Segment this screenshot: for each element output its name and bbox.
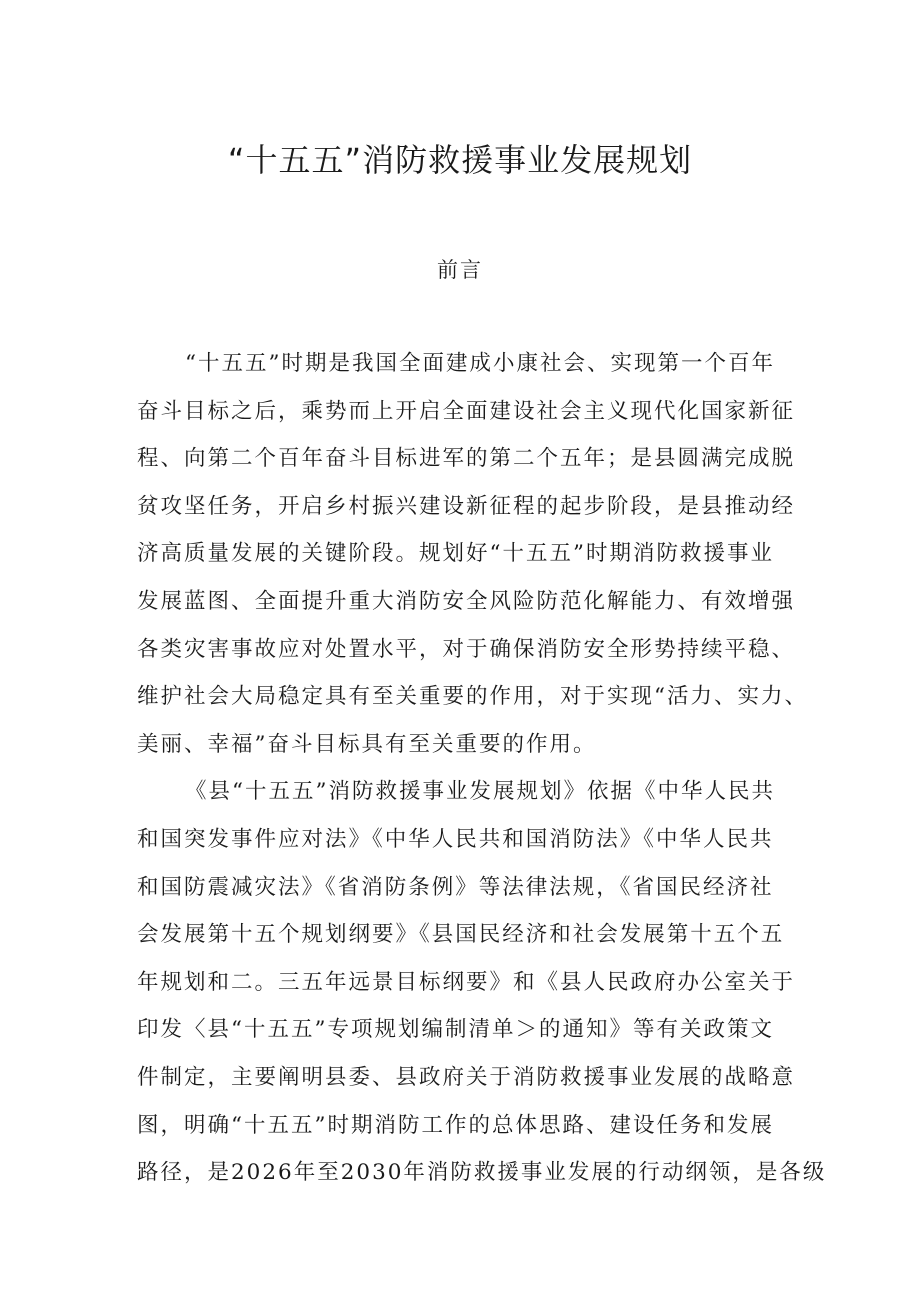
paragraph-line: 维护社会大局稳定具有至关重要的作用，对于实现“活力、实力、 [137, 684, 808, 710]
paragraph-1 [137, 340, 808, 768]
paragraph-line: 济高质量发展的关键阶段。规划好“十五五”时期消防救援事业 [137, 541, 774, 567]
paragraph-line: 各类灾害事故应对处置水平，对于确保消防安全形势持续平稳、 [137, 636, 796, 662]
paragraph-line: 程、向第二个百年奋斗目标进军的第二个五年；是县圆满完成脱 [137, 446, 796, 472]
paragraph-line: 图，明确“十五五”时期消防工作的总体思路、建设任务和发展 [137, 1112, 774, 1138]
document-body [137, 340, 827, 1197]
paragraph-line: 年规划和二。三五年远景目标纲要》和《县人民政府办公室关于 [137, 969, 796, 995]
paragraph-line: 《县“十五五”消防救援事业发展规划》依据《中华人民共 [185, 779, 775, 805]
paragraph-line: 奋斗目标之后，乘势而上开启全面建设社会主义现代化国家新征 [137, 398, 796, 424]
paragraph-line: 美丽、幸福”奋斗目标具有至关重要的作用。 [137, 731, 597, 757]
paragraph-line: 发展蓝图、全面提升重大消防安全风险防范化解能力、有效增强 [137, 588, 796, 614]
paragraph-2 [137, 768, 827, 1196]
paragraph-line: 路径，是2026年至2030年消防救援事业发展的行动纲领，是各级 [137, 1160, 827, 1186]
document-title: “十五五”消防救援事业发展规划 [227, 141, 693, 179]
paragraph-line: 和国突发事件应对法》《中华人民共和国消防法》《中华人民共 [137, 826, 774, 852]
paragraph-line: “十五五”时期是我国全面建成小康社会、实现第一个百年 [185, 351, 775, 376]
paragraph-line: 印发〈县“十五五”专项规划编制清单＞的通知》等有关政策文 [137, 1017, 774, 1043]
paragraph-line: 件制定，主要阐明县委、县政府关于消防救援事业发展的战略意 [137, 1064, 796, 1090]
section-heading-preface: 前言 [437, 258, 483, 282]
paragraph-line: 和国防震减灾法》《省消防条例》等法律法规，《省国民经济社 [137, 874, 774, 900]
paragraph-line: 贫攻坚任务，开启乡村振兴建设新征程的起步阶段，是县推动经 [137, 493, 796, 519]
paragraph-line: 会发展第十五个规划纲要》《县国民经济和社会发展第十五个五 [137, 922, 785, 948]
